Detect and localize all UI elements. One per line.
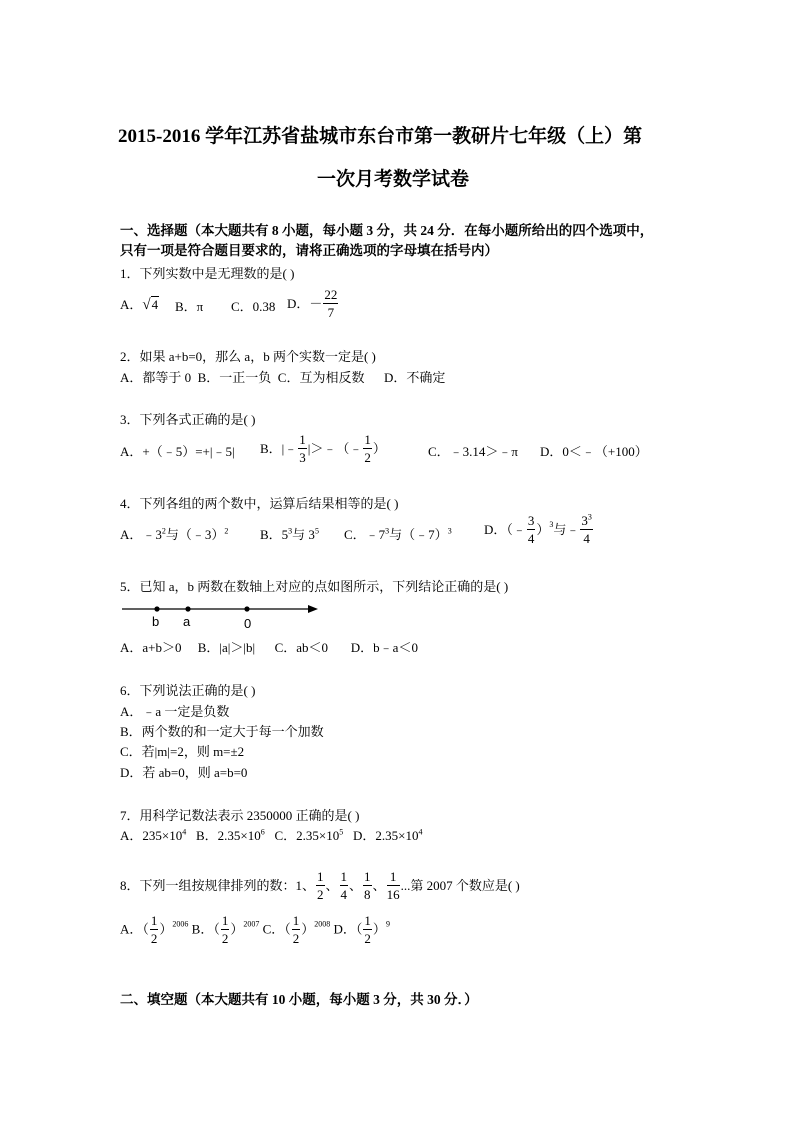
q3-option-c: C．﹣3.14＞﹣π bbox=[428, 444, 518, 459]
section1-heading-line2: 只有一项是符合题目要求的，请将正确选项的字母填在括号内） bbox=[120, 243, 498, 258]
fraction-denominator: 16 bbox=[386, 887, 400, 902]
q6-option-b: B．两个数的和一定大于每一个加数 bbox=[120, 724, 324, 739]
q4-c-mid: 与（﹣7） bbox=[389, 527, 448, 542]
label-a: a bbox=[183, 614, 191, 629]
q3-option-a: A．+（﹣5）=+|﹣5| bbox=[120, 444, 235, 459]
fraction-denominator: 2 bbox=[221, 931, 229, 946]
paren-close: ） bbox=[159, 922, 173, 937]
fraction-1-2 bbox=[363, 914, 372, 945]
fraction-denominator: 4 bbox=[340, 887, 348, 902]
fraction-numerator: 3 bbox=[527, 513, 535, 528]
fraction-denominator: 2 bbox=[292, 931, 300, 946]
exponent: 6 bbox=[260, 827, 265, 837]
fraction-denominator: 2 bbox=[150, 931, 158, 946]
exponent: 2 bbox=[161, 526, 166, 536]
q7-options bbox=[120, 829, 423, 842]
exponent: 2 bbox=[224, 526, 229, 536]
fraction-1-16 bbox=[387, 870, 400, 901]
q7-option-a: A．235×10 bbox=[120, 828, 183, 843]
separator: 、 bbox=[325, 878, 339, 893]
exponent: 4 bbox=[418, 827, 423, 837]
fraction-denominator: 3 bbox=[299, 450, 306, 465]
point-a bbox=[185, 606, 190, 611]
q4-stem: 4．下列各组的两个数中，运算后结果相等的是( ) bbox=[120, 496, 399, 511]
q1-d-label: D． bbox=[287, 296, 310, 311]
q5-stem: 5．已知 a，b 两数在数轴上对应的点如图所示，下列结论正确的是( ) bbox=[120, 579, 509, 594]
q3-option-d: D．0＜﹣（+100） bbox=[540, 444, 648, 459]
exponent: 2006 bbox=[172, 920, 189, 930]
fraction-1-2 bbox=[150, 914, 159, 945]
q7-option-b: B．2.35×10 bbox=[195, 828, 261, 843]
q8-a-label: A．（ bbox=[120, 922, 149, 937]
q6-option-c: C．若|m|=2，则 m=±2 bbox=[120, 744, 245, 759]
q3-b-left-open: |﹣ bbox=[281, 441, 298, 456]
exponent: 3 bbox=[587, 512, 592, 522]
separator: 、 bbox=[349, 878, 363, 893]
point-zero bbox=[244, 606, 249, 611]
numerator-base: 3 bbox=[581, 513, 588, 528]
fraction-numerator: 1 bbox=[364, 913, 371, 928]
q3-stem: 3．下列各式正确的是( ) bbox=[120, 412, 256, 427]
fraction-numerator bbox=[580, 514, 593, 530]
exponent: 5 bbox=[314, 526, 319, 536]
q1-option-b: B．π bbox=[175, 299, 204, 314]
q4-option-b bbox=[260, 528, 319, 541]
q7-option-c: C．2.35×10 bbox=[274, 828, 340, 843]
fraction-1-2 bbox=[292, 914, 301, 945]
fraction-1-4 bbox=[340, 870, 349, 901]
label-zero: 0 bbox=[244, 616, 252, 631]
q8-option-d bbox=[333, 913, 390, 946]
q8-stem-prefix: 8．下列一组按规律排列的数：1、 bbox=[120, 878, 316, 893]
q8-stem-suffix: ...第 2007 个数应是( ) bbox=[400, 878, 520, 893]
q4-b-label: B．5 bbox=[260, 527, 289, 542]
fraction-numerator: 1 bbox=[150, 913, 158, 928]
q4-c-label: C．﹣7 bbox=[344, 527, 386, 542]
exponent: 3 bbox=[288, 526, 293, 536]
fraction-numerator: 1 bbox=[317, 869, 324, 884]
exponent: 2007 bbox=[243, 920, 260, 930]
exponent: 3 bbox=[549, 520, 554, 530]
q4-a-mid: 与（﹣3） bbox=[165, 527, 225, 542]
q3-option-b bbox=[260, 433, 386, 464]
q6-option-d: D．若 ab=0，则 a=b=0 bbox=[120, 765, 248, 780]
fraction-numerator: 1 bbox=[299, 432, 306, 447]
exponent: 4 bbox=[182, 827, 187, 837]
q7-stem: 7．用科学记数法表示 2350000 正确的是( ) bbox=[120, 808, 360, 823]
q8-c-label: C．（ bbox=[262, 922, 291, 937]
fraction-denominator: 8 bbox=[364, 887, 371, 902]
fraction-numerator: 1 bbox=[221, 913, 229, 928]
sqrt-symbol: √ bbox=[142, 297, 151, 313]
q1-option-a bbox=[120, 298, 159, 313]
section2-heading: 二、填空题（本大题共有 10 小题，每小题 3 分，共 30 分．） bbox=[120, 992, 478, 1007]
q7-option-d: D．2.35×10 bbox=[353, 828, 419, 843]
q8-options bbox=[120, 914, 390, 945]
fraction-numerator: 1 bbox=[387, 870, 400, 886]
fraction-1-2 bbox=[221, 914, 230, 945]
section1-heading-line1: 一、选择题（本大题共有 8 小题，每小题 3 分，共 24 分．在每小题所给出的四个选项中， bbox=[120, 223, 654, 238]
q1-option-c: C．0.38 bbox=[231, 299, 276, 314]
fraction-3cubed-4 bbox=[580, 514, 593, 545]
fraction-22-7 bbox=[323, 288, 338, 319]
fraction-denominator: 2 bbox=[317, 887, 324, 902]
q4-b-mid: 与 3 bbox=[292, 527, 315, 542]
q8-b-label: B．（ bbox=[191, 922, 220, 937]
q4-d-label: D．（﹣ bbox=[484, 522, 526, 537]
q5-options: A．a+b＞0 B．|a|＞|b| C．ab＜0 D．b﹣a＜0 bbox=[120, 640, 418, 655]
q6-option-a: A．﹣a 一定是负数 bbox=[120, 704, 230, 719]
q1-stem: 1．下列实数中是无理数的是( ) bbox=[120, 266, 295, 281]
fraction-1-8 bbox=[363, 870, 372, 901]
q4-option-a bbox=[120, 528, 228, 541]
fraction-numerator: 1 bbox=[292, 913, 300, 928]
q3-b-label: B． bbox=[260, 441, 282, 456]
q3-b-left-close: |＞﹣（﹣ bbox=[307, 441, 363, 456]
q8-stem bbox=[120, 870, 520, 901]
q2-stem: 2．如果 a+b=0，那么 a，b 两个实数一定是( ) bbox=[120, 349, 376, 364]
point-b bbox=[154, 606, 159, 611]
exponent: 5 bbox=[339, 827, 344, 837]
q4-option-c bbox=[344, 528, 452, 541]
q2-options: A．都等于 0 B．一正一负 C．互为相反数 D．不确定 bbox=[120, 370, 446, 385]
q8-d-label: D．（ bbox=[333, 922, 363, 937]
fraction-1-3 bbox=[298, 433, 307, 464]
exponent: 9 bbox=[385, 920, 390, 930]
exponent: 2008 bbox=[314, 920, 331, 930]
fraction-denominator: 4 bbox=[527, 531, 535, 546]
exponent: 3 bbox=[385, 526, 390, 536]
page-title-line2: 一次月考数学试卷 bbox=[317, 169, 470, 190]
q4-option-d bbox=[484, 514, 594, 545]
separator: 、 bbox=[372, 878, 386, 893]
fraction-denominator: 2 bbox=[364, 931, 371, 946]
paren-close: ） bbox=[230, 922, 244, 937]
label-b: b bbox=[152, 614, 160, 629]
q6-stem: 6．下列说法正确的是( ) bbox=[120, 683, 256, 698]
fraction-denominator: 4 bbox=[583, 531, 590, 546]
number-line bbox=[120, 600, 320, 620]
q1-d-sign: － bbox=[309, 296, 323, 311]
q4-d-mid: 与﹣ bbox=[553, 522, 580, 537]
exponent: 3 bbox=[447, 526, 452, 536]
fraction-numerator: 1 bbox=[364, 869, 371, 884]
q1-a-label: A． bbox=[120, 297, 143, 312]
page-title-line1: 2015-2016 学年江苏省盐城市东台市第一教研片七年级（上）第 bbox=[118, 126, 643, 147]
q8-option-a bbox=[120, 913, 192, 946]
q1-option-d bbox=[287, 288, 339, 319]
fraction-numerator: 1 bbox=[364, 432, 371, 447]
paren-close: ） bbox=[372, 922, 386, 937]
q8-option-c bbox=[262, 913, 334, 946]
fraction-numerator: 22 bbox=[324, 287, 338, 302]
fraction-3-4 bbox=[527, 514, 536, 545]
fraction-numerator: 1 bbox=[340, 869, 348, 884]
paren-close: ） bbox=[301, 922, 315, 937]
fraction-1-2 bbox=[363, 433, 372, 464]
q8-option-b bbox=[191, 913, 263, 946]
fraction-denominator: 2 bbox=[364, 450, 371, 465]
arrow-head-icon bbox=[308, 605, 318, 613]
q3-b-right-close: ） bbox=[372, 441, 386, 456]
fraction-1-2 bbox=[316, 870, 325, 901]
q4-d-close: ） bbox=[536, 522, 550, 537]
fraction-denominator: 7 bbox=[327, 305, 335, 320]
q4-a-label: A．﹣3 bbox=[120, 527, 162, 542]
q1-a-radicand: 4 bbox=[151, 297, 159, 312]
